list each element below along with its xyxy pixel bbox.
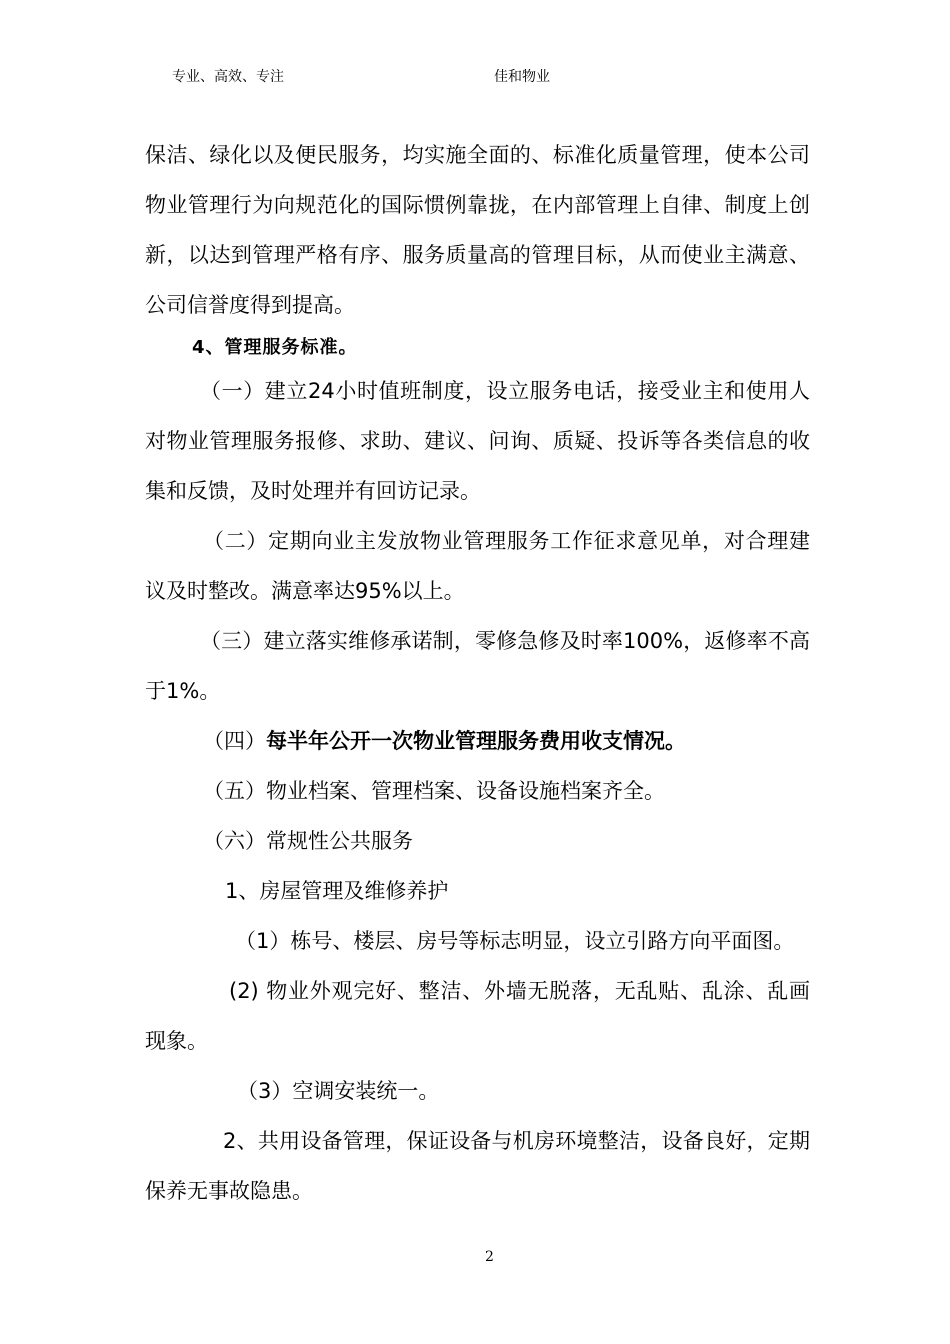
subitem-building-management: 1、房屋管理及维修养护 (225, 879, 449, 903)
page-number: 2 (485, 1249, 494, 1265)
item-fee-disclosure-text: 每半年公开一次物业管理服务费用收支情况。 (266, 729, 686, 753)
item-fee-disclosure (145, 716, 810, 766)
item-archives: （五）物业档案、管理档案、设备设施档案齐全。 (203, 779, 665, 803)
item-duty-system: （一）建立24小时值班制度，设立服务电话，接受业主和使用人对物业管理服务报修、求助、建议、问询、质疑、投诉等各类信息的收集和反馈，及时处理并有回访记录。 (145, 379, 810, 503)
subitem-equipment-management: 2、共用设备管理，保证设备与机房环境整洁，设备良好，定期保养无事故隐患。 (145, 1129, 810, 1203)
item-repair-commitment: （三）建立落实维修承诺制，零修急修及时率100%，返修率不高于1%。 (145, 629, 810, 703)
header-slogan: 专业、高效、专注 (172, 69, 284, 85)
subitem-appearance: (2) 物业外观完好、整洁、外墙无脱落，无乱贴、乱涂、乱画现象。 (145, 979, 810, 1053)
section-heading-service-standard: 4、管理服务标准。 (192, 337, 358, 358)
item-fee-disclosure-prefix: （四） (203, 729, 266, 753)
paragraph-quality-management: 保洁、绿化以及便民服务，均实施全面的、标准化质量管理，使本公司物业管理行为向规范化的国际惯例靠拢，在内部管理上自律、制度上创新，以达到管理严格有序、服务质量高的管理目标，从而使业主满意、公司信誉度得到提高。 (145, 143, 810, 317)
header-company-name: 佳和物业 (494, 69, 550, 85)
item-public-service: （六）常规性公共服务 (203, 829, 413, 853)
subitem-signage: （1）栋号、楼层、房号等标志明显，设立引路方向平面图。 (235, 929, 795, 953)
subitem-air-conditioner: （3）空调安装统一。 (237, 1079, 440, 1103)
document-body (145, 130, 810, 1216)
item-opinion-survey: （二）定期向业主发放物业管理服务工作征求意见单，对合理建议及时整改。满意率达95%以上。 (145, 529, 810, 603)
